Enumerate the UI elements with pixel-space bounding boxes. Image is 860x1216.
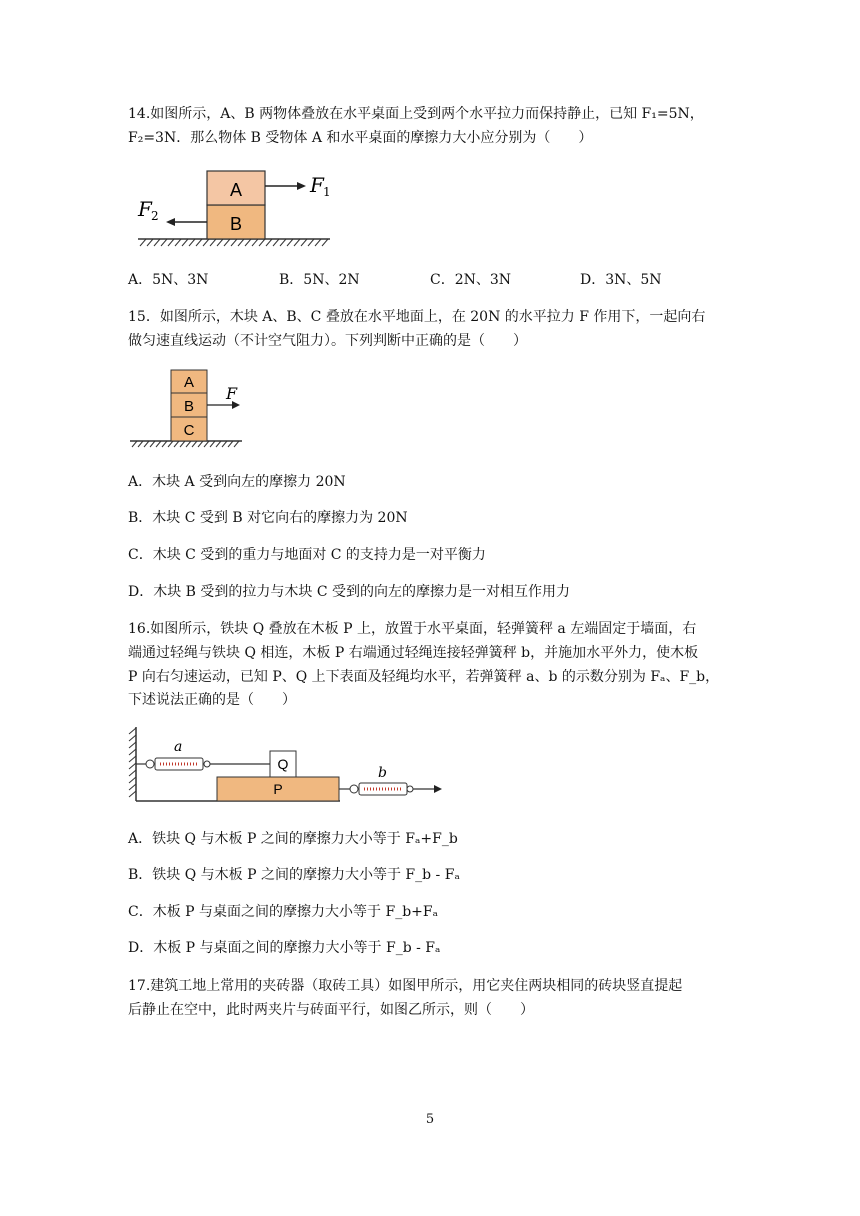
q16-option-b[interactable]: B．铁块 Q 与木板 P 之间的摩擦力大小等于 F_b - Fₐ (128, 867, 460, 883)
q14-ground-hatch (140, 239, 328, 246)
q15-option-a[interactable]: A．木块 A 受到向左的摩擦力 20N (128, 474, 346, 490)
q16-stem-line3: P 向右匀速运动，已知 P、Q 上下表面及轻绳均水平，若弹簧秤 a、b 的示数分别为 Fₐ、F_b， (128, 669, 720, 685)
q17-stem-line1: 17.建筑工地上常用的夹砖器（取砖工具）如图甲所示，用它夹住两块相同的砖块竖直提起 (128, 978, 683, 994)
q15-force-label: F (226, 384, 238, 403)
q16-label-p: P (273, 781, 283, 797)
q16-spring-a-end (204, 761, 210, 767)
q14-option-d[interactable]: D．3N、5N (580, 272, 662, 288)
q15-stem-line1: 15．如图所示，木块 A、B、C 叠放在水平地面上，在 20N 的水平拉力 F 作用下，一起向右 (128, 309, 706, 325)
q14-f2-label: F (138, 197, 152, 221)
q15-label-b: B (183, 398, 195, 415)
q14-f1-label: F (310, 173, 324, 197)
q16-spring-a-ring (146, 760, 154, 768)
q16-pull-arrowhead (434, 785, 442, 793)
q16-option-d[interactable]: D．木板 P 与桌面之间的摩擦力大小等于 F_b - Fₐ (128, 940, 441, 956)
q15-label-c: C (183, 422, 195, 439)
q16-wall-hatch (129, 728, 136, 797)
q16-option-c[interactable]: C．木板 P 与桌面之间的摩擦力大小等于 F_b+Fₐ (128, 904, 439, 920)
q15-figure (130, 370, 242, 447)
q16-label-b: b (378, 765, 387, 781)
q16-spring-b-end (407, 786, 413, 792)
page-number: 5 (425, 1112, 435, 1127)
q15-ground-hatch (132, 441, 239, 447)
q14-stem-line1: 14.如图所示，A、B 两物体叠放在水平桌面上受到两个水平拉力而保持静止，已知 F₁=5N， (128, 106, 704, 122)
q15-option-b[interactable]: B．木块 C 受到 B 对它向右的摩擦力为 20N (128, 510, 408, 526)
q15-option-d[interactable]: D．木块 B 受到的拉力与木块 C 受到的向左的摩擦力是一对相互作用力 (128, 584, 571, 600)
q14-figure (137, 171, 331, 246)
q16-stem-line1: 16.如图所示，铁块 Q 叠放在木板 P 上，放置于水平桌面，轻弹簧秤 a 左端固定于墙面，右 (128, 621, 697, 637)
q16-label-a: a (174, 739, 183, 755)
q16-option-a[interactable]: A．铁块 Q 与木板 P 之间的摩擦力大小等于 Fₐ+F_b (128, 831, 458, 847)
q16-stem-line2: 端通过轻绳与铁块 Q 相连，木板 P 右端通过轻绳连接轻弹簧秤 b，并施加水平外力，使木板 (128, 645, 699, 661)
q14-option-b[interactable]: B．5N、2N (279, 272, 360, 288)
q14-stem-line2: F₂=3N．那么物体 B 受物体 A 和水平桌面的摩擦力大小应分别为（ ） (128, 130, 593, 146)
q16-stem-line4: 下述说法正确的是（ ） (128, 692, 296, 708)
q14-f1-subscript: 1 (323, 185, 331, 199)
q14-label-a: A (229, 180, 243, 200)
q15-stem-line2: 做匀速直线运动（不计空气阻力）。下列判断中正确的是（ ） (128, 333, 527, 349)
q16-figure (129, 727, 442, 801)
q14-f2-arrowhead (166, 218, 175, 226)
q15-option-c[interactable]: C．木块 C 受到的重力与地面对 C 的支持力是一对平衡力 (128, 547, 486, 563)
q14-option-c[interactable]: C．2N、3N (430, 272, 512, 288)
q14-f2-subscript: 2 (151, 209, 159, 223)
q16-spring-b-ring (350, 785, 358, 793)
q14-f1-arrowhead (297, 182, 306, 190)
q15-label-a: A (183, 374, 195, 391)
q16-label-q: Q (277, 756, 289, 772)
q14-label-b: B (229, 214, 243, 234)
q17-stem-line2: 后静止在空中，此时两夹片与砖面平行，如图乙所示，则（ ） (128, 1002, 534, 1018)
q14-option-a[interactable]: A．5N、3N (128, 272, 209, 288)
